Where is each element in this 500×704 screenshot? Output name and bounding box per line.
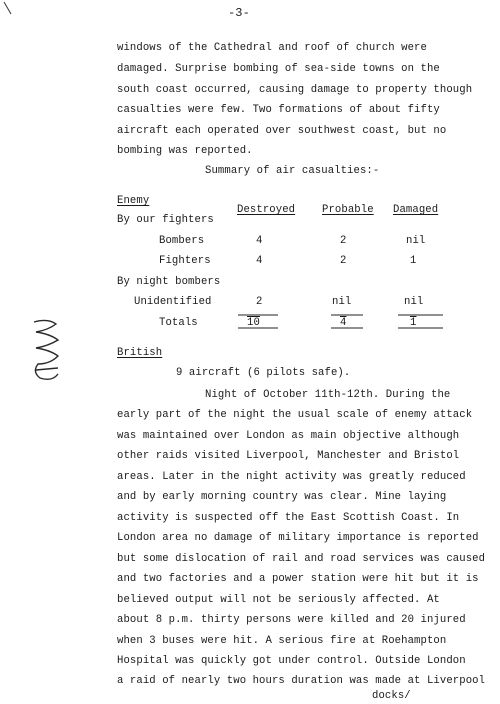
- body-line-4: casualties were few. Two formations of about fifty: [117, 104, 440, 116]
- night-line-10: and two factories and a power station were hit but it is: [117, 573, 479, 585]
- body-line-6: bombing was reported.: [117, 145, 253, 157]
- page-number: -3-: [228, 6, 250, 20]
- night-line-1: Night of October 11th-12th. During the: [205, 389, 451, 401]
- cell-totals-probable: 4: [340, 317, 347, 329]
- cell-unidentified-destroyed: 2: [256, 296, 263, 308]
- catchword: docks/: [372, 690, 411, 702]
- cell-bombers-probable: 2: [340, 235, 347, 247]
- night-line-4: other raids visited Liverpool, Manchester and Bristol: [117, 450, 460, 462]
- cell-totals-damaged: 1: [410, 317, 417, 329]
- row-label-unidentified: Unidentified: [134, 296, 212, 308]
- summary-heading: Summary of air casualties:-: [205, 165, 380, 177]
- body-line-2: damaged. Surprise bombing of sea-side towns on the: [117, 63, 440, 75]
- row-label-totals: Totals: [159, 317, 198, 329]
- margin-handwritten-number: [28, 318, 64, 388]
- night-line-3: was maintained over London as main objective although: [117, 430, 460, 442]
- column-header-damaged: Damaged: [393, 204, 439, 216]
- body-line-5: aircraft each operated over southwest coast, but no: [117, 125, 447, 137]
- night-line-2: early part of the night the usual scale of enemy attack: [117, 409, 473, 421]
- cell-bombers-damaged: nil: [406, 235, 426, 247]
- night-line-12: about 8 p.m. thirty persons were killed and 20 injured: [117, 614, 466, 626]
- cell-fighters-damaged: 1: [410, 255, 417, 267]
- body-line-1: windows of the Cathedral and roof of church were: [117, 42, 427, 54]
- night-line-15: a raid of nearly two hours duration was made at Liverpool: [117, 675, 486, 687]
- night-line-6: and by early morning country was clear. Mine laying: [117, 491, 447, 503]
- cell-unidentified-damaged: nil: [404, 296, 424, 308]
- corner-pen-mark: [2, 0, 14, 16]
- column-header-destroyed: Destroyed: [237, 204, 296, 216]
- night-line-14: Hospital was quickly got under control. Outside London: [117, 655, 466, 667]
- enemy-label: Enemy: [117, 195, 150, 207]
- row-label-bombers: Bombers: [159, 235, 205, 247]
- british-losses-line: 9 aircraft (6 pilots safe).: [176, 367, 351, 379]
- night-line-9: but some dislocation of rail and road services was caused: [117, 553, 486, 565]
- column-header-probable: Probable: [322, 204, 374, 216]
- night-line-8: London area no damage of military importance is reported: [117, 532, 479, 544]
- body-line-3: south coast occurred, causing damage to property though: [117, 84, 473, 96]
- cell-totals-destroyed: 10: [247, 317, 260, 329]
- group-label-night-bombers: By night bombers: [117, 276, 221, 288]
- night-line-11: believed output will not be seriously affected. At: [117, 594, 440, 606]
- cell-bombers-destroyed: 4: [256, 235, 263, 247]
- row-label-fighters: Fighters: [159, 255, 211, 267]
- cell-fighters-probable: 2: [340, 255, 347, 267]
- cell-fighters-destroyed: 4: [256, 255, 263, 267]
- night-line-13: when 3 buses were hit. A serious fire at Roehampton: [117, 635, 447, 647]
- cell-unidentified-probable: nil: [332, 296, 352, 308]
- british-label: British: [117, 347, 163, 359]
- totals-rules: [238, 314, 448, 330]
- group-label-fighters: By our fighters: [117, 214, 214, 226]
- night-line-7: activity is suspected off the East Scottish Coast. In: [117, 512, 460, 524]
- night-line-5: areas. Later in the night activity was greatly reduced: [117, 471, 466, 483]
